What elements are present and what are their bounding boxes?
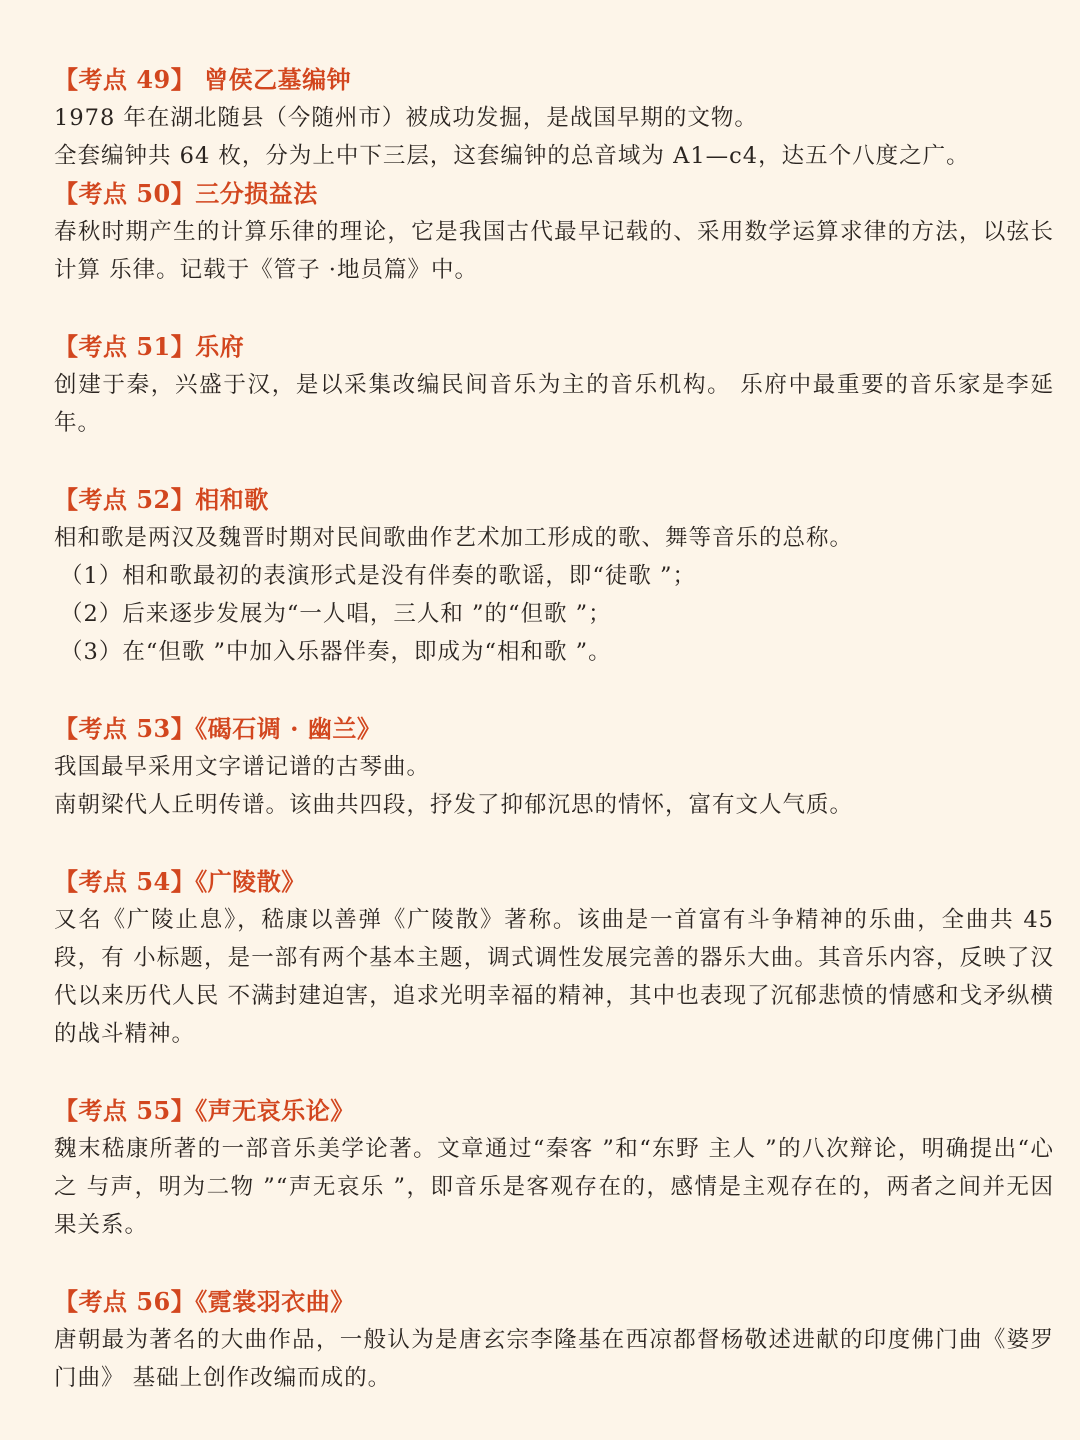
list-item: （1）相和歌最初的表演形式是没有伴奏的歌谣，即“徒歌 ”； [60,563,696,589]
section-heading: 【考点 51】乐府 [54,332,245,361]
section-heading: 【考点 56】《霓裳羽衣曲》 [54,1287,355,1316]
section-54 [54,863,1054,1053]
text-line: 全套编钟共 64 枚，分为上中下三层，这套编钟的总音域为 A1—c4，达五个八度之广。 [54,143,970,169]
section-heading: 【考点 54】《广陵散》 [54,867,306,896]
paragraph: 唐朝最为著名的大曲作品，一般认为是唐玄宗李隆基在西凉都督杨敬述进献的印度佛门曲《婆罗门曲》 基础上创作改编而成的。 [54,1327,1054,1391]
section-heading: 【考点 50】三分损益法 [54,179,318,208]
section-heading: 【考点 53】《碣石调 · 幽兰》 [54,714,382,743]
section-52 [54,481,1054,671]
text-line: 我国最早采用文字谱记谱的古琴曲。 [54,754,431,780]
section-heading: 【考点 52】相和歌 [54,485,269,514]
section-53 [54,710,1054,824]
text-line: 1978 年在湖北随县（今随州市）被成功发掘，是战国早期的文物。 [54,105,758,131]
section-50 [54,175,1054,289]
list-item: （3）在“但歌 ”中加入乐器伴奏，即成为“相和歌 ”。 [60,639,612,665]
section-55 [54,1092,1054,1244]
section-56 [54,1283,1054,1397]
paragraph: 创建于秦，兴盛于汉，是以采集改编民间音乐为主的音乐机构。 乐府中最重要的音乐家是李延年。 [54,372,1054,436]
text-line: 南朝梁代人丘明传谱。该曲共四段，抒发了抑郁沉思的情怀，富有文人气质。 [54,792,854,818]
list-item: （2）后来逐步发展为“一人唱，三人和 ”的“但歌 ”； [60,601,612,627]
section-heading: 【考点 49】 曾侯乙墓编钟 [54,65,352,94]
paragraph: 春秋时期产生的计算乐律的理论，它是我国古代最早记载的、采用数学运算求律的方法，以弦长计算 乐律。记载于《管子 ·地员篇》中。 [54,219,1054,283]
paragraph: 魏末嵇康所著的一部音乐美学论著。文章通过“秦客 ”和“东野 主人 ”的八次辩论，明确提出“心之 与声，明为二物 ”“声无哀乐 ”，即音乐是客观存在的，感情是主观存在的，两者之间并无因果关系。 [54,1136,1054,1238]
text-line: 相和歌是两汉及魏晋时期对民间歌曲作艺术加工形成的歌、舞等音乐的总称。 [54,525,854,551]
section-heading: 【考点 55】《声无哀乐论》 [54,1096,355,1125]
section-49 [54,61,1054,175]
paragraph: 又名《广陵止息》，嵇康以善弹《广陵散》著称。该曲是一首富有斗争精神的乐曲，全曲共 45 段，有 小标题，是一部有两个基本主题，调式调性发展完善的器乐大曲。其音乐内容，反映了汉代以来历代人民 不满封建迫害，追求光明幸福的精神，其中也表现了沉郁悲愤的情感和戈矛纵横的战斗精神。 [54,907,1054,1047]
section-51 [54,328,1054,442]
